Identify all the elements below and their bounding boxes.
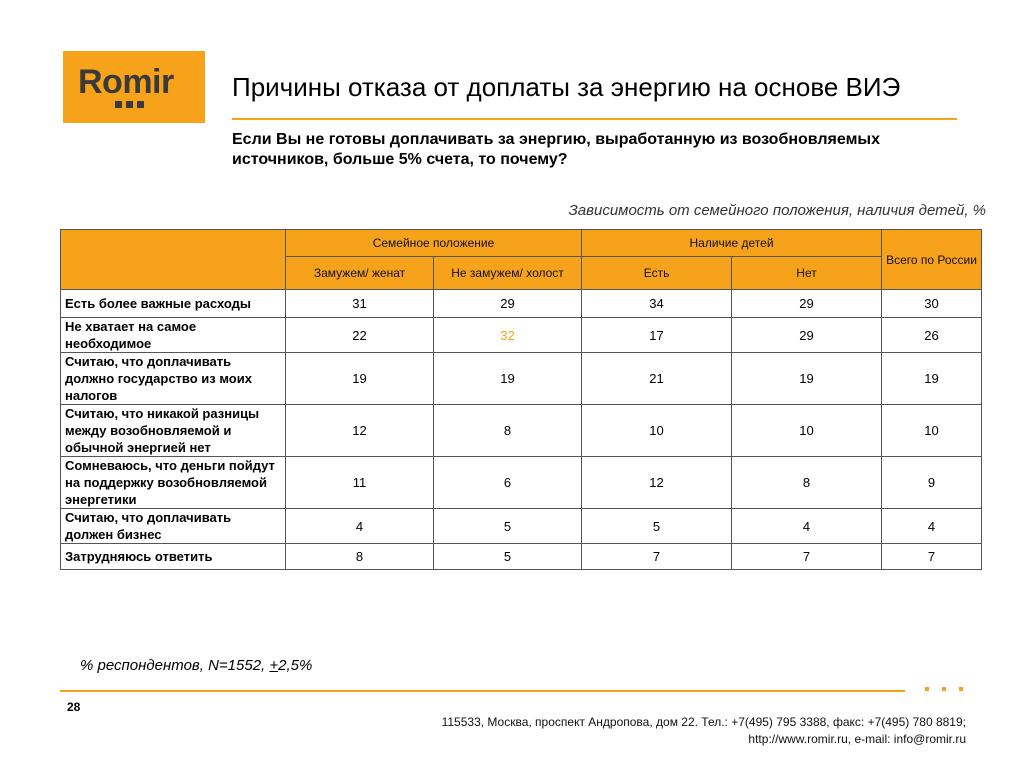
cell-value: 4 (882, 509, 982, 544)
cell-value: 4 (732, 509, 882, 544)
header-has-children: Есть (582, 257, 732, 290)
cell-value: 4 (286, 509, 434, 544)
slide-title: Причины отказа от доплаты за энергию на основе ВИЭ (232, 72, 901, 102)
respondents-note (80, 657, 312, 674)
cell-value: 8 (732, 457, 882, 509)
note-plus-minus: + (269, 657, 279, 674)
cell-value: 19 (732, 353, 882, 405)
table-row (61, 509, 982, 544)
cell-value: 17 (582, 318, 732, 353)
footer-address (442, 714, 966, 748)
header-single: Не замужем/ холост (434, 257, 582, 290)
title-divider (232, 118, 957, 120)
cell-value: 8 (434, 405, 582, 457)
romir-logo (63, 51, 205, 123)
row-label: Сомневаюсь, что деньги пойдут на поддержку возобновляемой энергетики (61, 457, 286, 509)
table-row (61, 290, 982, 318)
header-no-children: Нет (732, 257, 882, 290)
footer-divider (60, 690, 905, 692)
row-label: Считаю, что доплачивать должен бизнес (61, 509, 286, 544)
cell-value: 12 (582, 457, 732, 509)
footer-dots (925, 687, 963, 691)
address-line: 115533, Москва, проспект Андропова, дом 22. Тел.: +7(495) 795 3388, факс: +7(495) 780 8819; (441, 715, 966, 729)
header-children: Наличие детей (582, 230, 882, 257)
cell-value: 11 (286, 457, 434, 509)
cell-value: 29 (434, 290, 582, 318)
cell-value: 10 (732, 405, 882, 457)
cell-value: 7 (882, 544, 982, 570)
table-row (61, 457, 982, 509)
header-total-russia: Всего по России (882, 230, 982, 290)
cell-value: 10 (582, 405, 732, 457)
cell-value: 30 (882, 290, 982, 318)
survey-question: Если Вы не готовы доплачивать за энергию, выработанную из возобновляемых источников, больше 5% счета, то почему? (232, 131, 880, 168)
row-label: Не хватает на самое необходимое (61, 318, 286, 353)
header-married: Замужем/ женат (286, 257, 434, 290)
cell-value: 10 (882, 405, 982, 457)
cell-value: 7 (732, 544, 882, 570)
cell-value: 12 (286, 405, 434, 457)
header-marital-status: Семейное положение (286, 230, 582, 257)
logo-text: Romir (78, 63, 174, 101)
cell-value: 21 (582, 353, 732, 405)
cell-value: 5 (434, 544, 582, 570)
header-corner (61, 230, 286, 290)
results-table (60, 229, 982, 570)
cell-value: 5 (434, 509, 582, 544)
cell-value: 19 (882, 353, 982, 405)
cell-value: 26 (882, 318, 982, 353)
table-row (61, 318, 982, 353)
cell-value: 19 (286, 353, 434, 405)
cell-value: 6 (434, 457, 582, 509)
note-prefix: % респондентов, N=1552, (80, 657, 270, 674)
row-label: Затрудняюсь ответить (61, 544, 286, 570)
cell-value: 22 (286, 318, 434, 353)
page-number: 28 (67, 700, 81, 714)
cell-value: 7 (582, 544, 732, 570)
logo-dots (115, 101, 144, 108)
cell-value: 9 (882, 457, 982, 509)
table-row (61, 353, 982, 405)
cell-value: 34 (582, 290, 732, 318)
cell-value: 29 (732, 318, 882, 353)
row-label: Есть более важные расходы (61, 290, 286, 318)
table-row (61, 544, 982, 570)
cell-value: 31 (286, 290, 434, 318)
header-row-groups (61, 230, 982, 257)
table-row (61, 405, 982, 457)
cell-value: 8 (286, 544, 434, 570)
contacts-line: http://www.romir.ru, e-mail: info@romir.ru (748, 732, 966, 746)
cell-value: 29 (732, 290, 882, 318)
table-subtitle: Зависимость от семейного положения, наличия детей, % (568, 202, 986, 219)
row-label: Считаю, что доплачивать должно государство из моих налогов (61, 353, 286, 405)
cell-value: 5 (582, 509, 732, 544)
row-label: Считаю, что никакой разницы между возобновляемой и обычной энергией нет (61, 405, 286, 457)
cell-value: 19 (434, 353, 582, 405)
cell-value-highlighted: 32 (434, 318, 582, 353)
note-suffix: 2,5% (278, 657, 313, 674)
